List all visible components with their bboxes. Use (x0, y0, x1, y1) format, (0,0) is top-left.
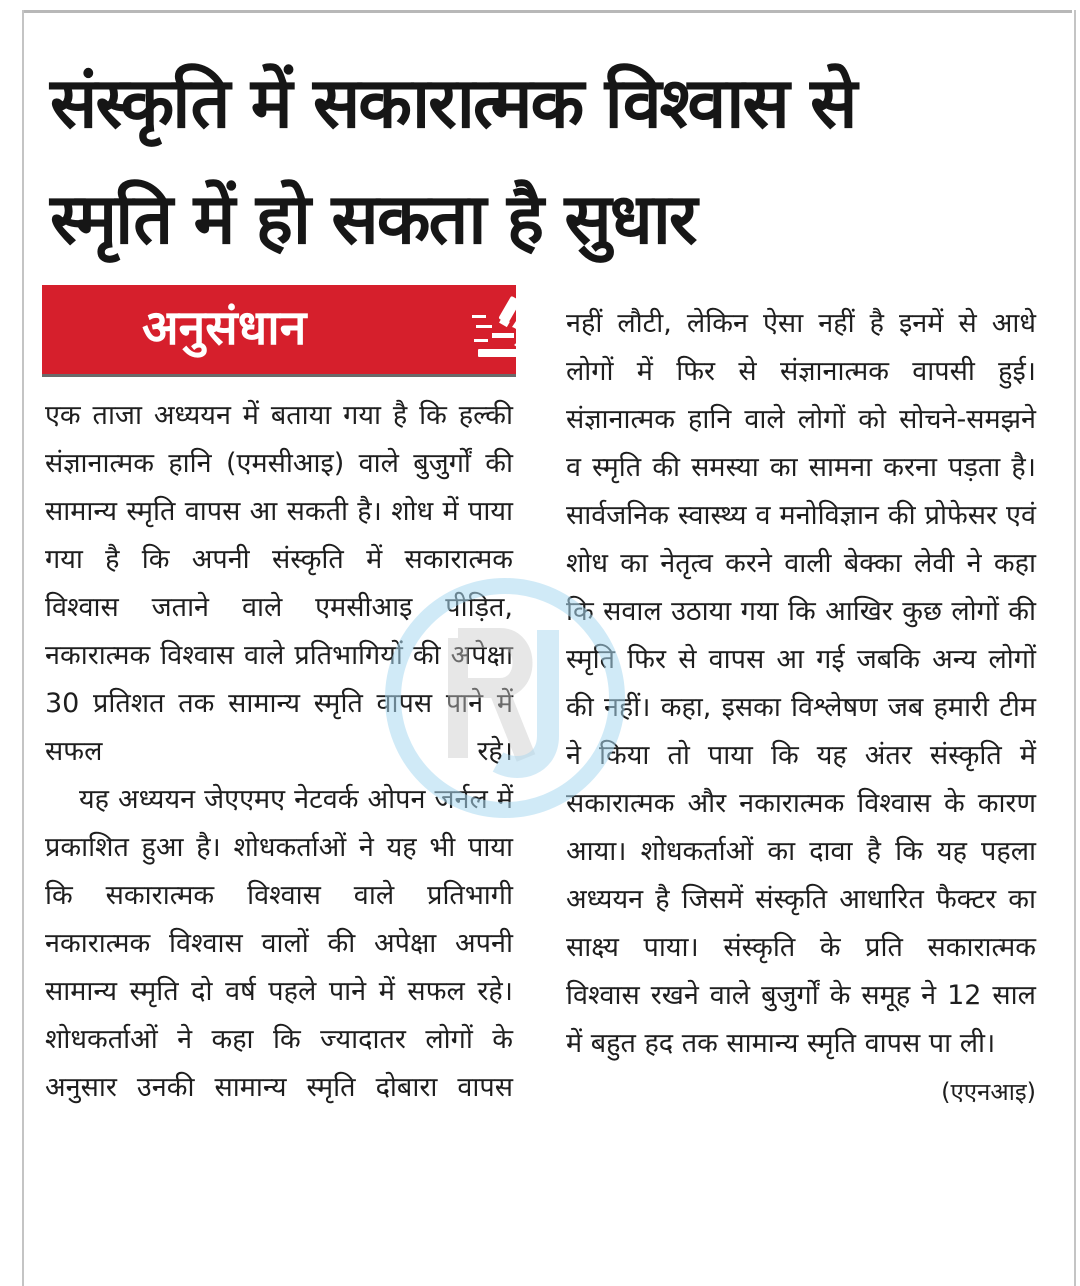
news-agency-credit: (एएनआइ) (941, 1078, 1036, 1106)
headline (50, 45, 1050, 277)
article-column-1 (45, 392, 513, 1112)
paragraph-2: यह अध्ययन जेएएमए नेटवर्क ओपन जर्नल में प्रकाशित हुआ है। शोधकर्ताओं ने यह भी पाया कि सकारात्मक विश्वास वाले प्रतिभागी नकारात्मक विश्वास वालों की अपेक्षा अपनी सामान्य स्मृति दो वर्ष पहले पाने में सफल रहे। शोधकर्ताओं ने कहा कि ज्यादातर लोगों के अनुसार उनकी सामान्य स्मृति दोबारा वापस (45, 784, 513, 1103)
paragraph-1: एक ताजा अध्ययन में बताया गया है कि हल्की संज्ञानात्मक हानि (एमसीआइ) वाले बुजुर्गों की सामान्य स्मृति वापस आ सकती है। शोध में पाया गया है कि अपनी संस्कृति में सकारात्मक विश्वास जताने वाले एमसीआइ पीड़ित, नकारात्मक विश्वास वाले प्रतिभागियों की अपेक्षा 30 प्रतिशत तक सामान्य स्मृति वापस पाने में सफल रहे। (45, 400, 513, 767)
article-column-2 (566, 300, 1036, 1116)
section-tag-label: अनुसंधान (142, 300, 307, 356)
section-tag (42, 285, 516, 377)
frame-top-border (22, 10, 1072, 13)
frame-right-border (1074, 10, 1076, 1286)
paragraph-3-text: नहीं लौटी, लेकिन ऐसा नहीं है इनमें से आधे लोगों में फिर से संज्ञानात्मक वापसी हुई। संज्ञानात्मक हानि वाले लोगों को सोचने-समझने व स्मृति की समस्या का सामना करना पड़ता है। सार्वजनिक स्वास्थ्य व मनोविज्ञान की प्रोफेसर एवं शोध का नेतृत्व करने वाली बेक्का लेवी ने कहा कि सवाल उठाया गया कि आखिर कुछ लोगों की स्मृति फिर से वापस आ गई जबकि अन्य लोगों की नहीं। कहा, इसका विश्लेषण जब हमारी टीम ने किया तो पाया कि यह अंतर संस्कृति में सकारात्मक और नकारात्मक विश्वास के कारण आया। शोधकर्ताओं का दावा है कि यह पहला अध्ययन है जिसमें संस्कृति आधारित फैक्टर का साक्ष्य पाया। संस्कृति के प्रति सकारात्मक विश्वास रखने वाले बुजुर्गों के समूह ने 12 साल में बहुत हद तक सामान्य स्मृति वापस पा ली। (566, 308, 1036, 1059)
headline-line-2: स्मृति में हो सकता है सुधार (50, 178, 696, 260)
frame-left-border (22, 10, 24, 1286)
headline-line-1: संस्कृति में सकारात्मक विश्वास से (50, 62, 856, 144)
microscope-icon (470, 295, 536, 361)
paragraph-3 (566, 300, 1036, 1106)
